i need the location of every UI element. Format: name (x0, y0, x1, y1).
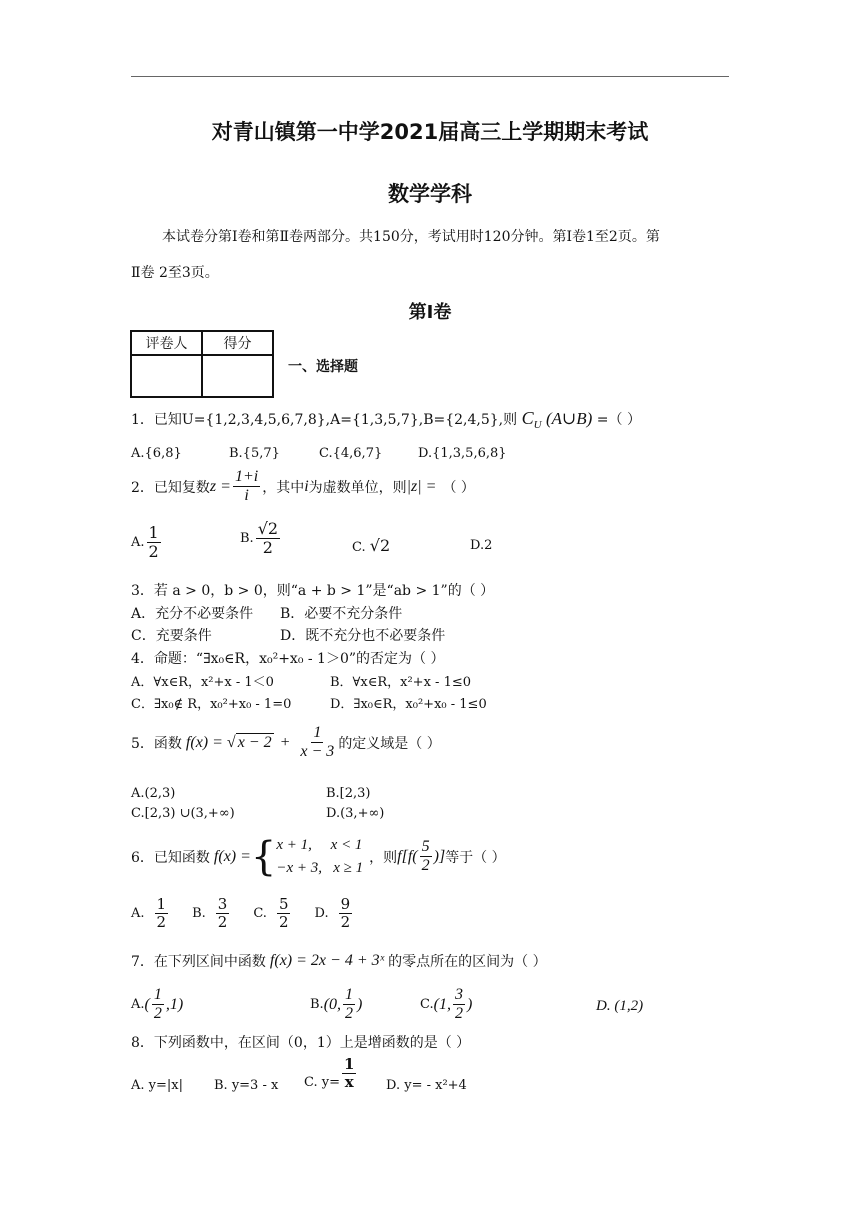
intro-line-1: 本试卷分第Ⅰ卷和第Ⅱ卷两部分。共150分，考试用时120分钟。第Ⅰ卷1至2页。第 (162, 229, 660, 245)
q7-option-c-post: ) (466, 995, 473, 1013)
q6-piece-2: −x + 3, x ≥ 1 (276, 859, 364, 876)
q2-option-b-frac (256, 520, 280, 558)
q3-option-b: B．必要不充分条件 (280, 606, 403, 622)
q2-option-a-den: 2 (148, 542, 159, 562)
q8-option-c-den: x (344, 1073, 354, 1092)
q4-option-a: A．∀x∈R，x²+x - 1＜0 (131, 675, 274, 690)
q2-option-a-label: A. (131, 535, 145, 551)
q6-tail: 等于（ ） (445, 849, 506, 866)
q2-numerator: 1+i (233, 468, 260, 487)
q7-option-b-den: 2 (345, 1005, 354, 1023)
q6-option-c-label: C. (253, 906, 267, 922)
q2-option-c-val: √2 (369, 536, 391, 555)
q5-stem: 5．函数 (131, 735, 182, 752)
q6-expr-pre: f[f( (397, 847, 418, 865)
q7-option-b (310, 986, 362, 1024)
q2-i-var: i (304, 477, 309, 495)
q7-option-a-num: 1 (152, 986, 164, 1005)
q8-option-c (304, 1056, 358, 1092)
q5-den: x − 3 (300, 743, 335, 761)
score-table (130, 330, 274, 398)
q2-option-b-num: √2 (257, 519, 279, 538)
q6-pieces (276, 834, 363, 879)
q6-option-c-num: 5 (278, 895, 289, 913)
q2-option-b-den: 2 (262, 538, 273, 558)
question-7 (131, 951, 547, 971)
q4-option-d: D．∃x₀∈R，x₀²+x₀ - 1≤0 (330, 697, 487, 712)
q8-option-a: A. y=|x| (131, 1078, 183, 1093)
question-4: 4．命题：“∃x₀∈R，x₀²+x₀ - 1＞0”的否定为（ ） (131, 651, 445, 667)
q2-option-a-frac (147, 524, 161, 562)
q7-option-c (420, 986, 472, 1024)
q2-option-a (131, 524, 163, 562)
q6-option-b-frac (216, 896, 230, 932)
question-8: 8．下列函数中，在区间（0，1）上是增函数的是（ ） (131, 1035, 471, 1051)
q2-option-a-num: 1 (148, 523, 159, 542)
header-rule (131, 76, 729, 77)
q2-option-c-label: C. (352, 540, 366, 555)
q2-stem: 2．已知复数 (131, 479, 210, 496)
q2-tail: （ ） (442, 479, 475, 496)
q6-num: 5 (420, 838, 432, 857)
q6-option-d-frac (339, 896, 353, 932)
q6-option-c-den: 2 (278, 913, 289, 932)
q8-option-b: B. y=3 - x (214, 1078, 279, 1093)
question-6 (131, 834, 506, 879)
grader-cell (131, 355, 202, 397)
q7-option-a-pre: ( (144, 995, 150, 1013)
q6-mid: ，则 (369, 849, 398, 866)
q7-fx: f(x) = 2x − 4 + 3ˣ (269, 952, 385, 969)
q5-option-d: D.(3,+∞) (326, 806, 385, 821)
q7-option-c-pre: (1, (433, 995, 451, 1013)
q7-option-b-pre: (0, (323, 995, 342, 1013)
q7-option-a-den: 2 (153, 1005, 162, 1023)
intro-line-2: Ⅱ卷 2至3页。 (131, 265, 219, 281)
q2-z-eq: z = (209, 477, 231, 495)
q1-option-d: D.{1,3,5,6,8} (418, 446, 507, 461)
q7-option-a (131, 986, 183, 1024)
q7-option-c-num: 3 (453, 986, 465, 1005)
q1-complement-sub: U (533, 418, 542, 431)
q2-option-c (352, 536, 390, 555)
q5-fraction (298, 724, 336, 762)
q4-option-b: B．∀x∈R，x²+x - 1≤0 (330, 675, 472, 690)
q2-option-b-label: B. (240, 531, 254, 547)
score-cell (202, 355, 273, 397)
q3-option-a: A．充分不必要条件 (131, 606, 254, 622)
q6-option-c-frac (277, 896, 291, 932)
q6-den: 2 (421, 857, 430, 874)
q1-set-union: (A∪B) (545, 409, 593, 428)
q6-option-d-den: 2 (340, 913, 351, 932)
q6-option-d-num: 9 (340, 895, 351, 913)
question-1 (131, 408, 641, 431)
question-3: 3．若 a > 0，b > 0，则“a + b > 1”是“ab > 1”的（ ） (131, 583, 495, 599)
section1-heading: 一、选择题 (288, 359, 358, 375)
q6-fx: f(x) = (213, 847, 251, 865)
q7-option-b-num: 1 (343, 986, 355, 1005)
q8-option-c-num: 1 (344, 1055, 355, 1073)
q1-tail: =（ ） (596, 412, 641, 428)
q6-brace: { (250, 833, 277, 880)
q2-option-b (240, 520, 282, 558)
q3-option-c: C．充要条件 (131, 628, 212, 644)
q7-option-b-frac (343, 986, 355, 1024)
q7-option-b-post: ) (357, 995, 363, 1013)
q7-stem: 7．在下列区间中函数 (131, 954, 266, 970)
q7-option-a-label: A. (131, 997, 145, 1013)
q7-option-c-den: 2 (454, 1005, 463, 1023)
q5-tail: 的定义域是（ ） (338, 735, 441, 752)
q2-option-d: D.2 (470, 538, 493, 553)
q1-option-a: A.{6,8} (131, 446, 182, 461)
q6-options (131, 896, 354, 932)
q6-stem: 6．已知函数 (131, 849, 210, 866)
q7-option-a-frac (152, 986, 164, 1024)
part1-heading: 第Ⅰ卷 (408, 302, 452, 323)
q6-option-b-den: 2 (217, 913, 228, 932)
q7-tail: 的零点所在的区间为（ ） (388, 954, 547, 970)
q5-sqrt-sign: √ (226, 733, 236, 751)
q3-option-d: D．既不充分也不必要条件 (280, 628, 446, 644)
q8-option-d: D. y= - x²+4 (386, 1078, 467, 1093)
subject-title: 数学学科 (388, 182, 472, 206)
q2-mid: ，其中 (262, 479, 305, 496)
q5-plus: + (279, 733, 291, 751)
q7-option-c-label: C. (420, 997, 434, 1013)
q6-option-a-frac (155, 896, 169, 932)
q8-option-c-frac (342, 1056, 356, 1092)
q5-fx: f(x) = (185, 733, 223, 751)
question-2 (131, 468, 475, 506)
q1-stem: 1．已知U={1,2,3,4,5,6,7,8},A={1,3,5,7},B={2,4,5},则 (131, 412, 518, 428)
q1-option-b: B.{5,7} (229, 446, 280, 461)
q6-option-a-label: A. (131, 906, 145, 922)
q6-piece-1: x + 1, x < 1 (276, 837, 363, 853)
q1-complement: C (521, 408, 534, 428)
question-5 (131, 724, 441, 762)
q7-option-c-frac (453, 986, 465, 1024)
q5-option-b: B.[2,3) (326, 786, 371, 801)
q5-num: 1 (311, 724, 323, 743)
q5-sqrt: x − 2 (237, 734, 272, 752)
q6-option-a-num: 1 (156, 895, 167, 913)
q2-fraction (233, 468, 260, 506)
score-table-col-grader: 评卷人 (131, 331, 202, 355)
q6-fraction (420, 838, 432, 876)
exam-title: 对青山镇第一中学2021届高三上学期期末考试 (211, 120, 649, 144)
score-table-col-score: 得分 (202, 331, 273, 355)
q5-option-a: A.(2,3) (131, 786, 176, 801)
q7-option-b-label: B. (310, 997, 324, 1013)
q2-abs: |z| = (406, 477, 437, 495)
q8-option-c-label: C. y= (304, 1074, 340, 1090)
q7-option-a-post: ,1) (165, 995, 184, 1013)
q6-expr-post: )] (433, 847, 446, 865)
q4-option-c: C．∃x₀∉ R，x₀²+x₀ - 1=0 (131, 697, 292, 712)
q2-denominator: i (244, 487, 249, 505)
q6-option-b-label: B. (192, 906, 206, 922)
q1-option-c: C.{4,6,7} (319, 446, 383, 461)
q5-option-c: C.[2,3) ∪(3,+∞) (131, 806, 235, 821)
q6-option-b-num: 3 (217, 895, 228, 913)
q6-option-a-den: 2 (156, 913, 167, 932)
q7-option-d: D. (1,2) (596, 998, 644, 1014)
q6-option-d-label: D. (314, 906, 329, 922)
q2-mid2: 为虚数单位，则 (308, 479, 407, 496)
